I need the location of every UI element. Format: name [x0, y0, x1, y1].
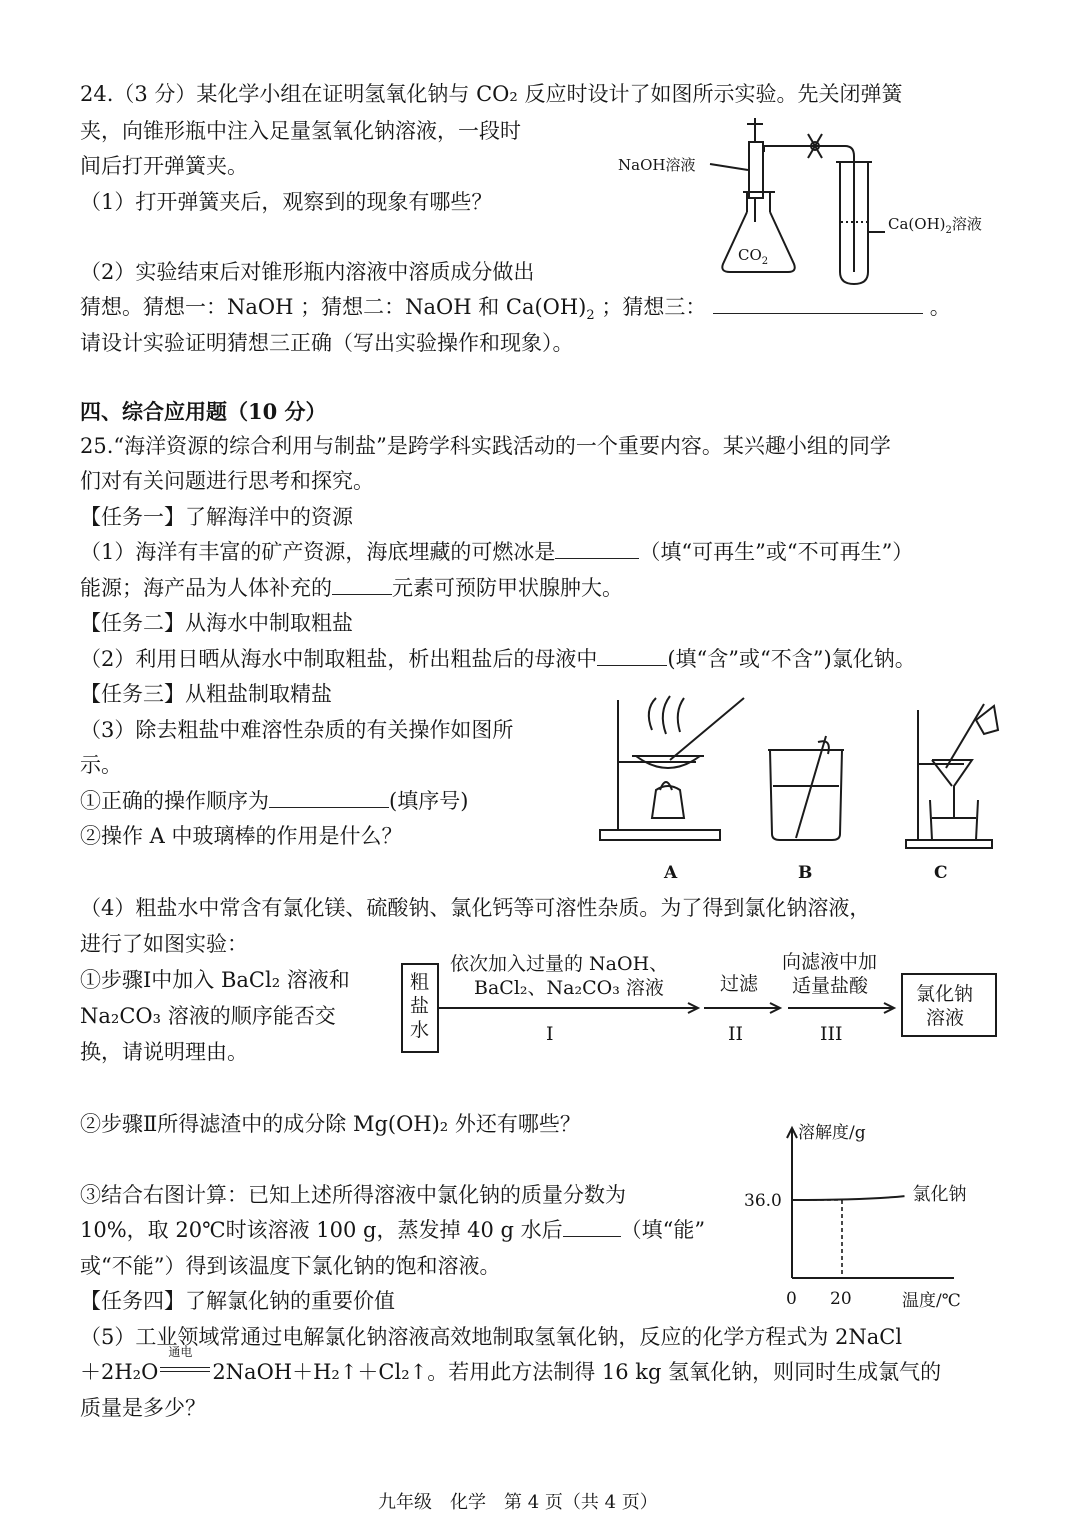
q24-line2: 夹，向锥形瓶中注入足量氢氧化钠溶液，一段时 [80, 119, 521, 143]
x-axis-label: 温度/℃ [902, 1291, 961, 1311]
q25-part1b: 能源；海产品为人体补充的 元素可预防甲状腺肿大。 [80, 576, 623, 600]
x-tick-label: 20 [830, 1289, 852, 1309]
step3-number: III [820, 1023, 843, 1045]
saturation-blank[interactable] [563, 1216, 621, 1237]
fig-label-c: C [934, 863, 948, 883]
task1-heading: 【任务一】了解海洋中的资源 [80, 505, 353, 529]
flow-box1-char3: 水 [410, 1019, 430, 1041]
step3-bottom: 适量盐酸 [792, 975, 869, 997]
q24-line1: 24.（3 分）某化学小组在证明氢氧化钠与 CO₂ 反应时设计了如图所示实验。先关闭弹簧 [80, 82, 903, 106]
y-axis-label: 溶解度/g [798, 1123, 866, 1143]
q25-part4b: 进行了如图实验： [80, 932, 248, 956]
page-footer: 九年级 化学 第 4 页（共 4 页） [378, 1492, 658, 1513]
x-tick-label: 0 [786, 1289, 797, 1309]
y-tick-label: 36.0 [744, 1191, 782, 1211]
flow-box1-char1: 粗 [410, 971, 430, 993]
caoh2-label: $Ca(OH)_2$溶液 [888, 215, 982, 236]
solubility-chart [740, 1118, 1010, 1314]
flow-box2-line2: 溶液 [926, 1007, 965, 1029]
q25-part3b: 示。 [80, 753, 122, 777]
q25-part4g: ③结合右图计算：已知上述所得溶液中氯化钠的质量分数为 [80, 1183, 626, 1207]
flow-box1-char2: 盐 [410, 995, 430, 1017]
purification-flow-diagram [398, 948, 1004, 1058]
naoh-label: NaOH溶液 [618, 156, 696, 174]
step1-number: I [546, 1023, 554, 1045]
q25-line1: 25.“海洋资源的综合利用与制盐”是跨学科实践活动的一个重要内容。某兴趣小组的同学 [80, 434, 891, 458]
q25-part4e: 换，请说明理由。 [80, 1040, 248, 1064]
q24-part2: （2）实验结束后对锥形瓶内溶液中溶质成分做出 [80, 260, 535, 284]
q24-part1: （1）打开弹簧夹后，观察到的现象有哪些？ [80, 190, 493, 214]
co2-apparatus-figure [610, 112, 1010, 292]
q25-part3c: ①正确的操作顺序为 (填序号) [80, 789, 469, 813]
fig-label-b: B [798, 863, 813, 883]
q25-part3a: （3）除去粗盐中难溶性杂质的有关操作如图所 [80, 718, 514, 742]
guess3-blank[interactable] [713, 293, 923, 314]
q25-part4c: ①步骤Ⅰ中加入 BaCl₂ 溶液和 [80, 968, 350, 992]
series-line [792, 1196, 905, 1200]
section-heading: 四、综合应用题（10 分） [80, 399, 327, 424]
element-blank[interactable] [332, 574, 392, 595]
contains-blank[interactable] [597, 645, 667, 666]
q25-part4a: （4）粗盐水中常含有氯化镁、硫酸钠、氯化钙等可溶性杂质。为了得到氯化钠溶液， [80, 896, 871, 920]
task4-heading: 【任务四】了解氯化钠的重要价值 [80, 1289, 395, 1313]
q25-part1: （1）海洋有丰富的矿产资源，海底埋藏的可燃冰是 （填“可再生”或“不可再生”） [80, 540, 914, 564]
co2-label: $CO_2$ [738, 246, 769, 267]
fig-label-a: A [664, 863, 678, 883]
q25-part5a: （5）工业领域常通过电解氯化钠溶液高效地制取氢氧化钠，反应的化学方程式为 2NaCl [80, 1325, 903, 1349]
step2-top: 过滤 [720, 973, 759, 995]
q25-part4j: 或“不能”）得到该温度下氯化钠的饱和溶液。 [80, 1254, 501, 1278]
q25-part2: （2）利用日晒从海水中制取粗盐，析出粗盐后的母液中 (填“含”或“不含”)氯化钠。 [80, 647, 916, 671]
q25-part5b: ＋2H₂O 通电 2NaOH＋H₂↑＋Cl₂↑。若用此方法制得 16 kg 氢氧化钠，则同时生成氯气的 [80, 1345, 942, 1384]
q24-guesses: 猜想。猜想一：NaOH ；猜想二：NaOH 和 $Ca(OH)_2$ ；猜想三： 。 [80, 295, 951, 324]
order-blank[interactable] [269, 787, 389, 808]
step1-bottom: BaCl₂、Na₂CO₃ 溶液 [474, 977, 664, 999]
step1-top: 依次加入过量的 NaOH、 [450, 953, 669, 975]
step2-number: II [728, 1023, 744, 1045]
q25-part4h: 10%，取 20℃时该溶液 100 g，蒸发掉 40 g 水后 （填“能” [80, 1218, 706, 1242]
task2-heading: 【任务二】从海水中制取粗盐 [80, 611, 353, 635]
renewable-blank[interactable] [555, 538, 639, 559]
q24-part2-task: 请设计实验证明猜想三正确（写出实验操作和现象）。 [80, 331, 574, 355]
operations-figure [596, 690, 1006, 890]
task3-heading: 【任务三】从粗盐制取精盐 [80, 682, 332, 706]
q25-part4f: ②步骤Ⅱ所得滤渣中的成分除 Mg(OH)₂ 外还有哪些？ [80, 1112, 581, 1136]
q25-part5c: 质量是多少？ [80, 1396, 206, 1420]
q25-part3e: ②操作 A 中玻璃棒的作用是什么？ [80, 824, 403, 848]
step3-top: 向滤液中加 [782, 951, 878, 973]
flow-box2-line1: 氯化钠 [916, 983, 974, 1005]
q25-part4d: Na₂CO₃ 溶液的顺序能否交 [80, 1004, 336, 1028]
q24-line3: 间后打开弹簧夹。 [80, 154, 248, 178]
q25-line2: 们对有关问题进行思考和探究。 [80, 469, 374, 493]
reaction-condition: 通电 [158, 1359, 212, 1379]
series-label: 氯化钠 [912, 1184, 967, 1206]
